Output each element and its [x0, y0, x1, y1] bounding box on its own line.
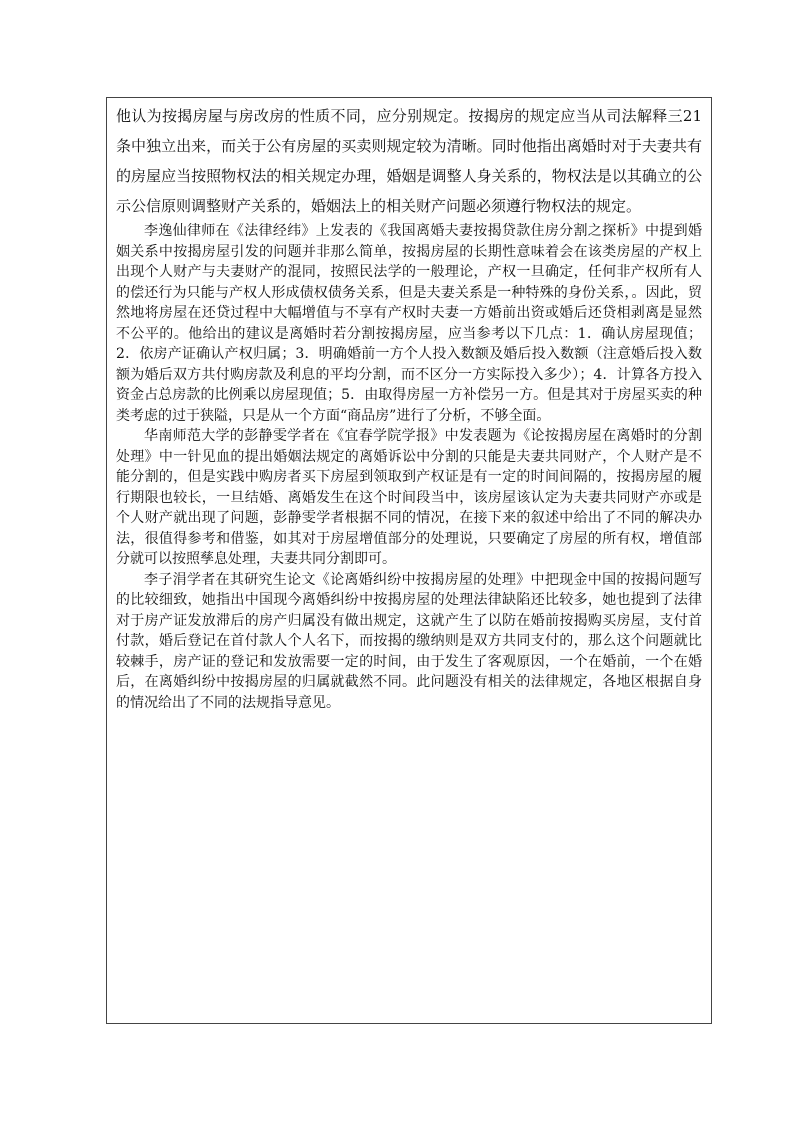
paragraph-li-yixian: 李逸仙律师在《法律经纬》上发表的《我国离婚夫妻按揭贷款住房分割之探析》中提到婚姻关系中按揭房屋引发的问题并非那么简单，按揭房屋的长期性意味着会在该类房屋的产权上出现个人财产与夫妻财产的混同，按照民法学的一般理论，产权一旦确定，任何非产权所有人的偿还行为只能与产权人形成债权债务关系，但是夫妻关系是一种特殊的身份关系，。因此，贸然地将房屋在还贷过程中大幅增值与不享有产权时夫妻一方婚前出资或婚后还贷相剥离是显然不公平的。他给出的建议是离婚时若分割按揭房屋，应当参考以下几点：1．确认房屋现值；2．依房产证确认产权归属；3．明确婚前一方个人投入数额及婚后投入数额（注意婚后投入数额为婚后双方共付购房款及利息的平均分割，而不区分一方实际投入多少）；4．计算各方投入资金占总房款的比例乘以房屋现值；5．由取得房屋一方补偿另一方。但是其对于房屋买卖的种类考虑的过于狭隘，只是从一个方面“商品房”进行了分析，不够全面。: [116, 223, 702, 424]
paragraph-peng-jingwen: 华南师范大学的彭静雯学者在《宜春学院学报》中发表题为《论按揭房屋在离婚时的分割处理》中一针见血的提出婚姻法规定的离婚诉讼中分割的只能是夫妻共同财产，个人财产是不能分割的，但是实践中购房者买下房屋到领取到产权证是有一定的时间间隔的，按揭房屋的履行期限也较长，一旦结婚、离婚发生在这个时间段当中，该房屋该认定为夫妻共同财产亦或是个人财产就出现了问题，彭静雯学者根据不同的情况，在接下来的叙述中给出了不同的解决办法，很值得参考和借鉴，如其对于房屋增值部分的处理说，只要确定了房屋的所有权，增值部分就可以按照孳息处理，夫妻共同分割即可。: [116, 428, 702, 567]
paragraph-li-zijuan: 李子涓学者在其研究生论文《论离婚纠纷中按揭房屋的处理》中把现金中国的按揭问题写的比较细致，她指出中国现今离婚纠纷中按揭房屋的处理法律缺陷还比较多，她也提到了法律对于房产证发放滞后的房产归属没有做出规定，这就产生了以防在婚前按揭购买房屋，支付首付款，婚后登记在首付款人个人名下，而按揭的缴纳则是双方共同支付的，那么这个问题就比较棘手，房产证的登记和发放需要一定的时间，由于发生了客观原因，一个在婚前，一个在婚后，在离婚纠纷中按揭房屋的归属就截然不同。此问题没有相关的法律规定，各地区根据自身的情况给出了不同的法规指导意见。: [116, 571, 702, 711]
paragraph-continuation: 他认为按揭房屋与房改房的性质不同，应分别规定。按揭房的规定应当从司法解释三21条中独立出来，而关于公有房屋的买卖则规定较为清晰。同时他指出离婚时对于夫妻共有的房屋应当按照物权法的相关规定办理，婚姻是调整人身关系的，物权法是以其确立的公示公信原则调整财产关系的，婚姻法上的相关财产问题必须遵行物权法的规定。: [116, 107, 702, 215]
document-body: [116, 100, 702, 713]
